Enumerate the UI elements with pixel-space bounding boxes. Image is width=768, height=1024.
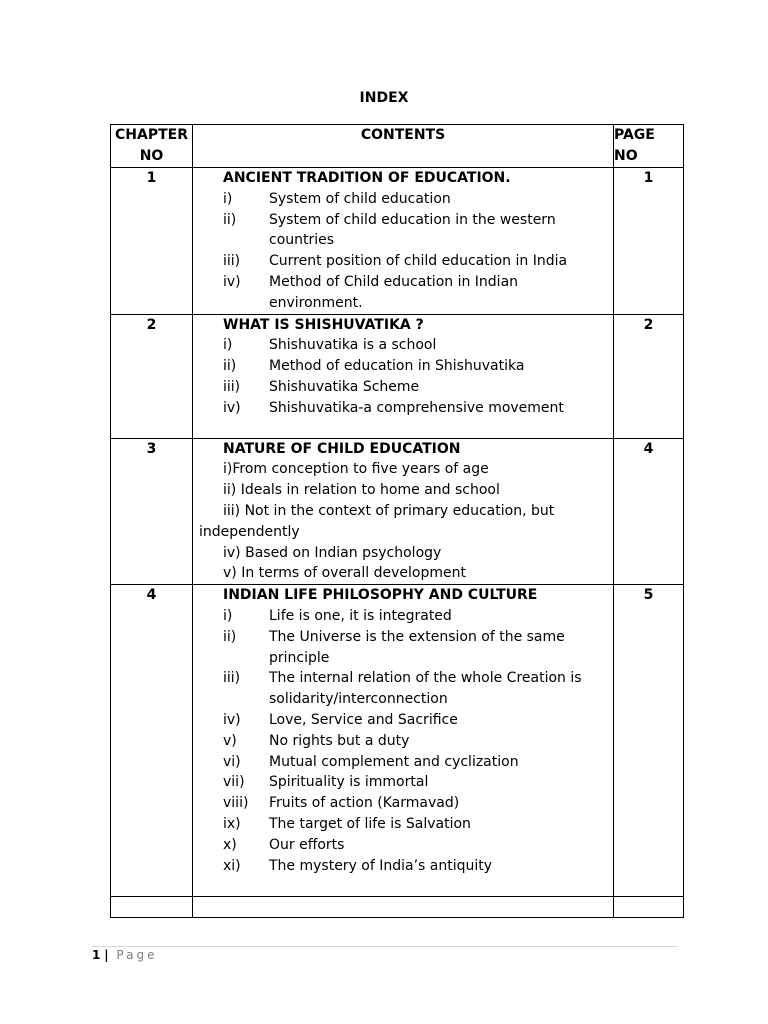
item-text: Current position of child education in India — [269, 253, 568, 270]
item-text: Love, Service and Sacrifice — [269, 711, 458, 728]
list-item — [193, 606, 613, 627]
item-number: iv) — [223, 273, 241, 290]
item-text: Our efforts — [269, 836, 345, 853]
page-title: INDEX — [359, 90, 409, 106]
item-number: ii) — [223, 211, 237, 228]
list-item — [193, 835, 613, 856]
item-number: viii) — [223, 795, 249, 812]
item-text: The internal relation of the whole Creation is solidarity/interconnection — [269, 670, 582, 708]
item-number: ix) — [223, 815, 241, 832]
item-number: vii) — [223, 774, 245, 791]
item-text: Fruits of action (Karmavad) — [269, 795, 460, 812]
item-number: i) — [223, 337, 233, 354]
chapter-number: 3 — [111, 438, 193, 585]
item-text: Spirituality is immortal — [269, 774, 429, 791]
item-text: The target of life is Salvation — [269, 815, 471, 832]
item-number: i) — [223, 190, 233, 207]
index-table — [110, 124, 684, 918]
list-item — [193, 752, 613, 773]
item-text: Shishuvatika is a school — [269, 337, 437, 354]
chapter-page: 1 — [614, 168, 684, 315]
header-row — [111, 125, 684, 168]
item-text: Method of Child education in Indian environment. — [269, 273, 519, 311]
list-item — [193, 793, 613, 814]
list-item — [193, 377, 613, 398]
list-item: ii) Ideals in relation to home and school — [223, 482, 500, 499]
table-row — [111, 168, 684, 315]
footer-divider — [92, 946, 678, 947]
header-page: PAGE NO — [614, 125, 684, 168]
table-row — [111, 585, 684, 897]
list-item: iii) Not in the context of primary education, but independently — [199, 502, 555, 540]
chapter-contents — [193, 438, 614, 585]
item-text: Shishuvatika-a comprehensive movement — [269, 399, 564, 416]
item-number: vi) — [223, 753, 241, 770]
item-number: ii) — [223, 358, 237, 375]
item-text: The Universe is the extension of the same principle — [269, 628, 565, 666]
list-item — [193, 272, 613, 314]
item-number: xi) — [223, 857, 241, 874]
list-item — [193, 189, 613, 210]
list-item — [193, 814, 613, 835]
item-number: i) — [223, 607, 233, 624]
footer-page-label: Page — [116, 948, 158, 962]
item-number: ii) — [223, 628, 237, 645]
empty-cell — [193, 897, 614, 918]
chapter-title: WHAT IS SHISHUVATIKA ? — [223, 316, 424, 333]
item-number: iii) — [223, 670, 241, 687]
item-text: No rights but a duty — [269, 732, 410, 749]
chapter-title: ANCIENT TRADITION OF EDUCATION. — [223, 170, 511, 186]
item-number: iii) — [223, 253, 241, 270]
item-number: iii) — [223, 378, 241, 395]
list-item: iv) Based on Indian psychology — [223, 544, 442, 561]
item-number: iv) — [223, 711, 241, 728]
empty-cell — [614, 897, 684, 918]
list-item: v) In terms of overall development — [223, 565, 466, 582]
chapter-page: 5 — [614, 585, 684, 897]
list-item — [193, 856, 613, 877]
chapter-title: NATURE OF CHILD EDUCATION — [223, 440, 461, 457]
list-item — [193, 731, 613, 752]
list-item — [193, 772, 613, 793]
item-number: v) — [223, 732, 237, 749]
chapter-contents — [193, 585, 614, 897]
chapter-contents — [193, 168, 614, 315]
list-item — [193, 398, 613, 419]
empty-row — [111, 897, 684, 918]
footer-page-number: 1 — [92, 948, 101, 962]
list-item — [193, 335, 613, 356]
item-text: Mutual complement and cyclization — [269, 753, 519, 770]
chapter-page: 4 — [614, 438, 684, 585]
table-row — [111, 314, 684, 438]
list-item — [193, 251, 613, 272]
list-item: i)From conception to five years of age — [223, 461, 489, 478]
chapter-contents — [193, 314, 614, 438]
table-row — [111, 438, 684, 585]
item-text: Shishuvatika Scheme — [269, 378, 420, 395]
item-text: System of child education in the western countries — [269, 211, 556, 249]
header-chapter: CHAPTER NO — [111, 125, 193, 168]
item-text: The mystery of India’s antiquity — [269, 857, 493, 874]
item-text: Life is one, it is integrated — [269, 607, 452, 624]
chapter-page: 2 — [614, 314, 684, 438]
list-item — [193, 668, 613, 710]
item-number: x) — [223, 836, 237, 853]
list-item — [193, 356, 613, 377]
header-contents: CONTENTS — [193, 125, 614, 168]
chapter-number: 1 — [111, 168, 193, 315]
item-number: iv) — [223, 399, 241, 416]
chapter-number: 2 — [111, 314, 193, 438]
page-footer — [92, 948, 157, 962]
footer-separator: | — [104, 948, 109, 962]
list-item — [193, 710, 613, 731]
item-text: System of child education — [269, 190, 451, 207]
empty-cell — [111, 897, 193, 918]
item-text: Method of education in Shishuvatika — [269, 358, 525, 375]
chapter-number: 4 — [111, 585, 193, 897]
chapter-title: INDIAN LIFE PHILOSOPHY AND CULTURE — [223, 587, 538, 604]
list-item — [193, 627, 613, 669]
list-item — [193, 210, 613, 252]
